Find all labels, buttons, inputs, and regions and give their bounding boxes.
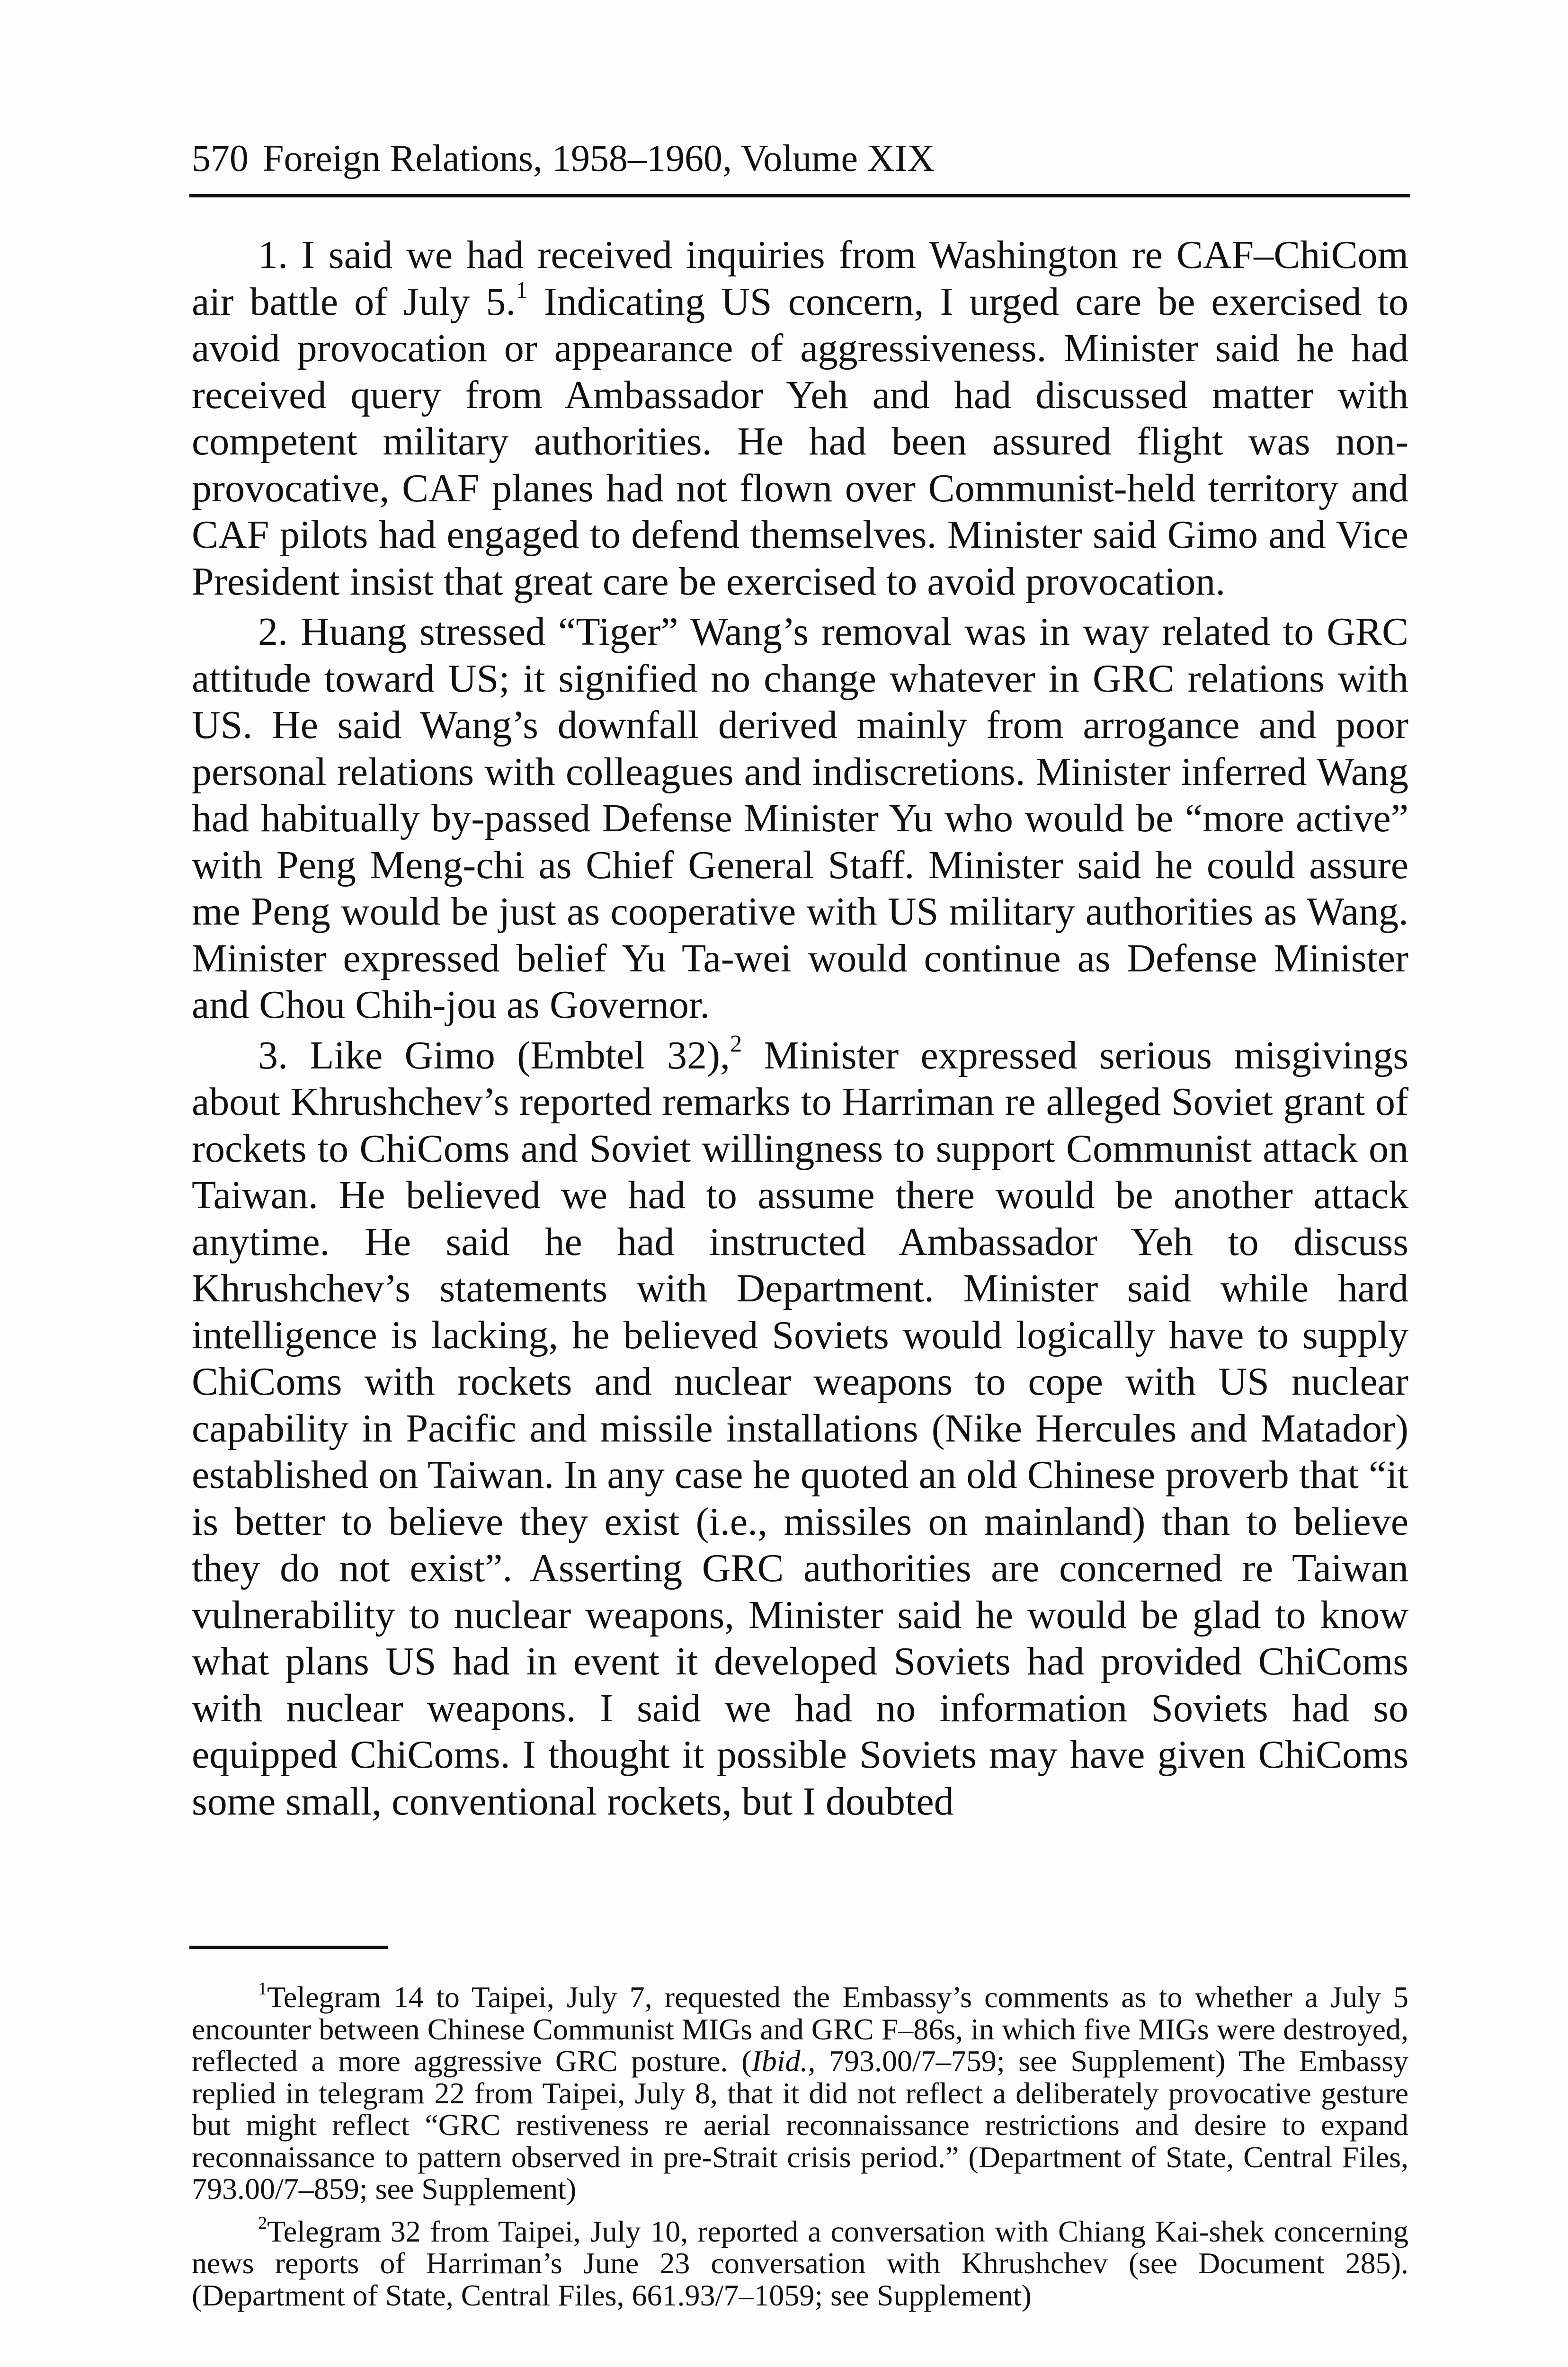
paragraph-2: 2. Huang stressed “Tiger” Wang’s removal was in way related to GRC attitude toward US; it signified no change whatever in GRC relations with US. He said Wang’s downfall derived mainly from arrogance and poor personal relations with colleagues and indiscretions. Minister inferred Wang had habitually by-passed Defense Minister Yu who would be “more active” with Peng Meng-chi as Chief General Staff. Minister said he could assure me Peng would be just as cooperative with US military authorities as Wang. Minister expressed belief Yu Ta-wei would continue as Defense Minister and Chou Chih-jou as Governor.: [192, 610, 1408, 1027]
footnote-1: [192, 1981, 1408, 2205]
footnote-1-ibid: Ibid.: [751, 2044, 808, 2078]
footnote-ref-2: 2: [730, 1030, 742, 1057]
header-rule: [189, 194, 1410, 197]
footnotes: [192, 1981, 1408, 2311]
body-text: [192, 232, 1408, 1825]
volume-title: Foreign Relations, 1958–1960, Volume XIX: [263, 138, 935, 179]
footnote-1-text-a: Telegram 14 to Taipei, July 7, requested the Embassy’s comments as to whether a July 5 encounter between Chinese Communist MIGs and GRC F–86s, in which five MIGs were destroyed, reflected a more aggressive GRC posture. (: [192, 1980, 1408, 2078]
footnote-1-text-b: , 793.00/7–759; see Supplement) The Embassy replied in telegram 22 from Taipei, July 8, that it did not reflect a deliberately provocative gesture but might reflect “GRC restiveness re aerial reconnaissance restrictions and desire to expand reconnaissance to pattern observed in pre-Strait crisis period.” (Department of State, Central Files, 793.00/7–859; see Supplement): [192, 2044, 1409, 2206]
footnote-2-text: Telegram 32 from Taipei, July 10, reported a conversation with Chiang Kai-shek concerning news reports of Harriman’s June 23 conversation with Khrushchev (see Document 285). (Department of State, Central Files, 661.93/7–1059; see Supplement): [192, 2214, 1408, 2312]
paragraph-3-text-a: 3. Like Gimo (Embtel 32),: [258, 1033, 731, 1077]
paragraph-3: [192, 1032, 1408, 1825]
footnote-ref-1: 1: [516, 276, 528, 303]
paragraph-1-text-b: Indicating US concern, I urged care be exercised to avoid provocation or appearance of aggressiveness. Minister said he had received query from Ambassador Yeh and had discussed matter with competent military authorities. He had been assured flight was non-provocative, CAF planes had not flown over Communist-held territory and CAF pilots had engaged to defend themselves. Minister said Gimo and Vice President insist that great care be exercised to avoid provocation.: [192, 279, 1408, 604]
page-number: 570: [192, 138, 249, 179]
footnote-rule: [189, 1946, 388, 1949]
footnote-1-marker: 1: [258, 1979, 267, 1999]
footnote-2: [192, 2213, 1408, 2312]
paragraph-1-text-a: 1. I said we had received inquiries from Washington re CAF–ChiCom air battle of July 5.: [192, 233, 1408, 324]
running-header: [192, 135, 1408, 182]
paragraph-1: [192, 232, 1408, 605]
paragraph-3-text-b: Minister expressed serious misgivings about Khrushchev’s reported remarks to Harriman re alleged Soviet grant of rockets to ChiComs and Soviet willingness to support Communist attack on Taiwan. He believed we had to assume there would be another attack anytime. He said he had instructed Ambassador Yeh to discuss Khrushchev’s statements with Department. Minister said while hard intelligence is lacking, he believed Soviets would logically have to supply ChiComs with rockets and nuclear weapons to cope with US nuclear capability in Pacific and missile installations (Nike Hercules and Matador) established on Taiwan. In any case he quoted an old Chinese proverb that “it is better to believe they exist (i.e., missiles on mainland) than to believe they do not exist”. Asserting GRC authorities are concerned re Taiwan vulnerability to nuclear weapons, Minister said he would be glad to know what plans US had in event it developed Soviets had provided ChiComs with nuclear weapons. I said we had no information Soviets had so equipped ChiComs. I thought it possible Soviets may have given ChiComs some small, conventional rockets, but I doubted: [192, 1033, 1408, 1824]
footnote-2-marker: 2: [258, 2213, 267, 2233]
